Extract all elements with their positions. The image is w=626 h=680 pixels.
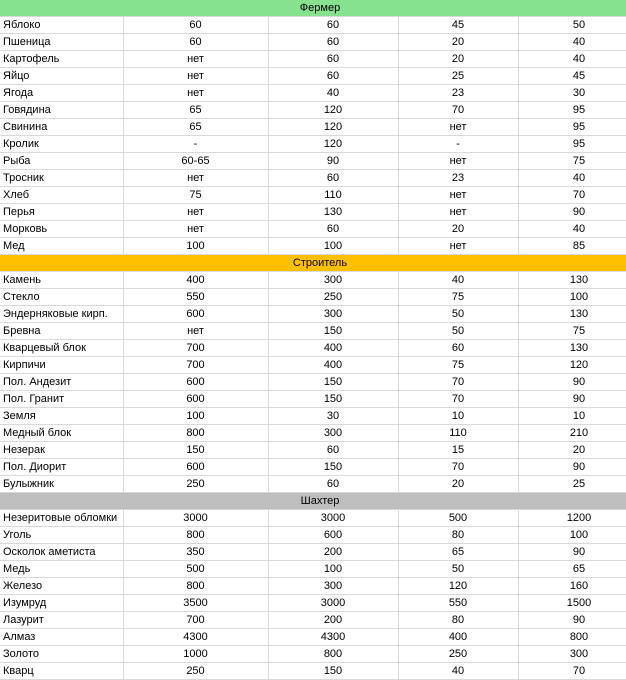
item-name-cell[interactable]: Говядина xyxy=(0,102,123,119)
value-cell[interactable]: 150 xyxy=(123,442,268,459)
table-row xyxy=(0,663,626,680)
value-cell[interactable]: 550 xyxy=(398,595,518,612)
table-row xyxy=(0,119,626,136)
value-cell[interactable]: 130 xyxy=(268,204,398,221)
item-name-cell[interactable]: Кварцевый блок xyxy=(0,340,123,357)
value-cell[interactable]: 95 xyxy=(518,102,626,119)
value-cell[interactable]: 10 xyxy=(518,408,626,425)
value-cell[interactable]: 4300 xyxy=(268,629,398,646)
value-cell[interactable]: 70 xyxy=(518,663,626,680)
value-cell[interactable]: 75 xyxy=(398,357,518,374)
value-cell[interactable]: 20 xyxy=(518,442,626,459)
value-cell[interactable]: 60 xyxy=(268,34,398,51)
value-cell[interactable]: 30 xyxy=(268,408,398,425)
value-cell[interactable]: 15 xyxy=(398,442,518,459)
value-cell[interactable]: 45 xyxy=(518,68,626,85)
value-cell[interactable]: 3000 xyxy=(268,510,398,527)
table-row xyxy=(0,238,626,255)
section-title[interactable]: Шахтер xyxy=(0,493,626,510)
value-cell[interactable]: 110 xyxy=(268,187,398,204)
value-cell[interactable]: 160 xyxy=(518,578,626,595)
value-cell[interactable]: 800 xyxy=(123,578,268,595)
table-row xyxy=(0,272,626,289)
table-row xyxy=(0,510,626,527)
value-cell[interactable]: 60 xyxy=(398,340,518,357)
value-cell[interactable]: 95 xyxy=(518,136,626,153)
value-cell[interactable]: нет xyxy=(123,68,268,85)
value-cell[interactable]: 500 xyxy=(398,510,518,527)
value-cell[interactable]: 130 xyxy=(518,272,626,289)
table-row xyxy=(0,374,626,391)
value-cell[interactable]: 50 xyxy=(518,17,626,34)
item-name-cell[interactable]: Тросник xyxy=(0,170,123,187)
value-cell[interactable]: 400 xyxy=(398,629,518,646)
value-cell[interactable]: 40 xyxy=(518,170,626,187)
value-cell[interactable]: 50 xyxy=(398,561,518,578)
item-name-cell[interactable]: Яйцо xyxy=(0,68,123,85)
value-cell[interactable]: нет xyxy=(398,204,518,221)
value-cell[interactable]: 800 xyxy=(518,629,626,646)
value-cell[interactable]: 90 xyxy=(518,612,626,629)
value-cell[interactable]: 100 xyxy=(518,289,626,306)
table-row xyxy=(0,391,626,408)
item-name-cell[interactable]: Кролик xyxy=(0,136,123,153)
item-name-cell[interactable]: Лазурит xyxy=(0,612,123,629)
item-name-cell[interactable]: Изумруд xyxy=(0,595,123,612)
table-row xyxy=(0,170,626,187)
item-name-cell[interactable]: Пол. Андезит xyxy=(0,374,123,391)
value-cell[interactable]: 75 xyxy=(123,187,268,204)
value-cell[interactable]: 550 xyxy=(123,289,268,306)
value-cell[interactable]: 60-65 xyxy=(123,153,268,170)
table-row xyxy=(0,340,626,357)
value-cell[interactable]: 150 xyxy=(268,323,398,340)
value-cell[interactable]: 25 xyxy=(518,476,626,493)
table-row xyxy=(0,408,626,425)
item-name-cell[interactable]: Золото xyxy=(0,646,123,663)
item-name-cell[interactable]: Морковь xyxy=(0,221,123,238)
value-cell[interactable]: - xyxy=(398,136,518,153)
value-cell[interactable]: 3000 xyxy=(123,510,268,527)
value-cell[interactable]: 250 xyxy=(123,663,268,680)
value-cell[interactable]: 60 xyxy=(268,170,398,187)
value-cell[interactable]: 60 xyxy=(268,17,398,34)
item-name-cell[interactable]: Пшеница xyxy=(0,34,123,51)
value-cell[interactable]: нет xyxy=(123,204,268,221)
table-row xyxy=(0,646,626,663)
table-row xyxy=(0,17,626,34)
value-cell[interactable]: 100 xyxy=(123,408,268,425)
table-row xyxy=(0,442,626,459)
value-cell[interactable]: 60 xyxy=(268,51,398,68)
value-cell[interactable]: 300 xyxy=(268,306,398,323)
value-cell[interactable]: 400 xyxy=(268,340,398,357)
value-cell[interactable]: 250 xyxy=(398,646,518,663)
item-name-cell[interactable]: Уголь xyxy=(0,527,123,544)
table-row xyxy=(0,544,626,561)
value-cell[interactable]: 20 xyxy=(398,34,518,51)
table-row xyxy=(0,323,626,340)
value-cell[interactable]: 60 xyxy=(268,68,398,85)
value-cell[interactable]: 90 xyxy=(268,153,398,170)
table-row xyxy=(0,153,626,170)
item-name-cell[interactable]: Пол. Диорит xyxy=(0,459,123,476)
value-cell[interactable]: 80 xyxy=(398,527,518,544)
value-cell[interactable]: 65 xyxy=(518,561,626,578)
item-name-cell[interactable]: Хлеб xyxy=(0,187,123,204)
value-cell[interactable]: 120 xyxy=(268,136,398,153)
value-cell[interactable]: 40 xyxy=(518,51,626,68)
value-cell[interactable]: 300 xyxy=(268,272,398,289)
item-name-cell[interactable]: Кирпичи xyxy=(0,357,123,374)
value-cell[interactable]: 45 xyxy=(398,17,518,34)
value-cell[interactable]: 65 xyxy=(123,102,268,119)
value-cell[interactable]: 60 xyxy=(123,34,268,51)
table-row xyxy=(0,34,626,51)
item-name-cell[interactable]: Стекло xyxy=(0,289,123,306)
item-name-cell[interactable]: Осколок аметиста xyxy=(0,544,123,561)
value-cell[interactable]: 10 xyxy=(398,408,518,425)
value-cell[interactable]: 150 xyxy=(268,374,398,391)
item-name-cell[interactable]: Ягода xyxy=(0,85,123,102)
item-name-cell[interactable]: Рыба xyxy=(0,153,123,170)
item-name-cell[interactable]: Железо xyxy=(0,578,123,595)
value-cell[interactable]: нет xyxy=(398,187,518,204)
value-cell[interactable]: 75 xyxy=(518,323,626,340)
item-name-cell[interactable]: Перья xyxy=(0,204,123,221)
table-row xyxy=(0,578,626,595)
value-cell[interactable]: нет xyxy=(123,170,268,187)
value-cell[interactable]: 90 xyxy=(518,374,626,391)
item-name-cell[interactable]: Алмаз xyxy=(0,629,123,646)
value-cell[interactable]: - xyxy=(123,136,268,153)
value-cell[interactable]: 40 xyxy=(398,272,518,289)
value-cell[interactable]: 20 xyxy=(398,221,518,238)
value-cell[interactable]: 1500 xyxy=(518,595,626,612)
value-cell[interactable]: 65 xyxy=(398,544,518,561)
section-header xyxy=(0,255,626,272)
value-cell[interactable]: 800 xyxy=(268,646,398,663)
value-cell[interactable]: 600 xyxy=(123,459,268,476)
value-cell[interactable]: 20 xyxy=(398,51,518,68)
table-row xyxy=(0,527,626,544)
value-cell[interactable]: 300 xyxy=(268,425,398,442)
value-cell[interactable]: нет xyxy=(398,238,518,255)
table-row xyxy=(0,629,626,646)
section-title[interactable]: Фермер xyxy=(0,0,626,17)
table-row xyxy=(0,595,626,612)
value-cell[interactable]: 600 xyxy=(123,391,268,408)
table-row xyxy=(0,476,626,493)
value-cell[interactable]: 60 xyxy=(268,221,398,238)
value-cell[interactable]: 95 xyxy=(518,119,626,136)
value-cell[interactable]: 90 xyxy=(518,459,626,476)
value-cell[interactable]: нет xyxy=(123,85,268,102)
value-cell[interactable]: 150 xyxy=(268,391,398,408)
value-cell[interactable]: 40 xyxy=(398,663,518,680)
value-cell[interactable]: 150 xyxy=(268,663,398,680)
item-name-cell[interactable]: Свинина xyxy=(0,119,123,136)
table-row xyxy=(0,136,626,153)
value-cell[interactable]: 30 xyxy=(518,85,626,102)
item-name-cell[interactable]: Картофель xyxy=(0,51,123,68)
value-cell[interactable]: нет xyxy=(398,153,518,170)
value-cell[interactable]: 70 xyxy=(398,391,518,408)
value-cell[interactable]: 50 xyxy=(398,306,518,323)
item-name-cell[interactable]: Медный блок xyxy=(0,425,123,442)
value-cell[interactable]: 120 xyxy=(268,102,398,119)
table-row xyxy=(0,68,626,85)
table-row xyxy=(0,102,626,119)
item-name-cell[interactable]: Камень xyxy=(0,272,123,289)
value-cell[interactable]: 700 xyxy=(123,612,268,629)
table-row xyxy=(0,289,626,306)
value-cell[interactable]: 300 xyxy=(518,646,626,663)
value-cell[interactable]: 600 xyxy=(123,306,268,323)
value-cell[interactable]: 50 xyxy=(398,323,518,340)
value-cell[interactable]: 40 xyxy=(518,34,626,51)
value-cell[interactable]: 60 xyxy=(123,17,268,34)
value-cell[interactable]: 1200 xyxy=(518,510,626,527)
value-cell[interactable]: 1000 xyxy=(123,646,268,663)
value-cell[interactable]: 25 xyxy=(398,68,518,85)
table-row xyxy=(0,204,626,221)
table-row xyxy=(0,357,626,374)
value-cell[interactable]: 20 xyxy=(398,476,518,493)
value-cell[interactable]: 90 xyxy=(518,544,626,561)
value-cell[interactable]: 90 xyxy=(518,204,626,221)
value-cell[interactable]: нет xyxy=(123,51,268,68)
value-cell[interactable]: 120 xyxy=(518,357,626,374)
value-cell[interactable]: 100 xyxy=(268,561,398,578)
value-cell[interactable]: 250 xyxy=(268,289,398,306)
section-header xyxy=(0,0,626,17)
item-name-cell[interactable]: Кварц xyxy=(0,663,123,680)
value-cell[interactable]: 3500 xyxy=(123,595,268,612)
value-cell[interactable]: нет xyxy=(398,119,518,136)
value-cell[interactable]: 700 xyxy=(123,357,268,374)
value-cell[interactable]: 600 xyxy=(268,527,398,544)
table-row xyxy=(0,51,626,68)
table-row xyxy=(0,425,626,442)
value-cell[interactable]: 120 xyxy=(398,578,518,595)
value-cell[interactable]: 200 xyxy=(268,544,398,561)
table-row xyxy=(0,221,626,238)
value-cell[interactable]: 400 xyxy=(123,272,268,289)
value-cell[interactable]: нет xyxy=(123,221,268,238)
section-header xyxy=(0,493,626,510)
value-cell[interactable]: 75 xyxy=(398,289,518,306)
value-cell[interactable]: 40 xyxy=(518,221,626,238)
item-name-cell[interactable]: Булыжник xyxy=(0,476,123,493)
value-cell[interactable]: 85 xyxy=(518,238,626,255)
value-cell[interactable]: 120 xyxy=(268,119,398,136)
item-name-cell[interactable]: Яблоко xyxy=(0,17,123,34)
value-cell[interactable]: 3000 xyxy=(268,595,398,612)
value-cell[interactable]: 110 xyxy=(398,425,518,442)
item-name-cell[interactable]: Эндерняковые кирп. xyxy=(0,306,123,323)
value-cell[interactable]: 70 xyxy=(398,374,518,391)
table-row xyxy=(0,306,626,323)
value-cell[interactable]: 300 xyxy=(268,578,398,595)
value-cell[interactable]: 500 xyxy=(123,561,268,578)
value-cell[interactable]: 70 xyxy=(518,187,626,204)
value-cell[interactable]: 100 xyxy=(518,527,626,544)
value-cell[interactable]: 130 xyxy=(518,340,626,357)
value-cell[interactable]: 800 xyxy=(123,527,268,544)
item-name-cell[interactable]: Медь xyxy=(0,561,123,578)
value-cell[interactable]: 210 xyxy=(518,425,626,442)
table-row xyxy=(0,459,626,476)
value-cell[interactable]: 100 xyxy=(123,238,268,255)
value-cell[interactable]: 75 xyxy=(518,153,626,170)
value-cell[interactable]: 800 xyxy=(123,425,268,442)
value-cell[interactable]: 150 xyxy=(268,459,398,476)
value-cell[interactable]: 4300 xyxy=(123,629,268,646)
value-cell[interactable]: 65 xyxy=(123,119,268,136)
value-cell[interactable]: 80 xyxy=(398,612,518,629)
item-name-cell[interactable]: Пол. Гранит xyxy=(0,391,123,408)
value-cell[interactable]: 60 xyxy=(268,442,398,459)
item-name-cell[interactable]: Незеритовые обломки xyxy=(0,510,123,527)
item-name-cell[interactable]: Незерак xyxy=(0,442,123,459)
item-name-cell[interactable]: Земля xyxy=(0,408,123,425)
item-name-cell[interactable]: Мед xyxy=(0,238,123,255)
value-cell[interactable]: 70 xyxy=(398,102,518,119)
value-cell[interactable]: нет xyxy=(123,323,268,340)
section-title[interactable]: Строитель xyxy=(0,255,626,272)
value-cell[interactable]: 130 xyxy=(518,306,626,323)
value-cell[interactable]: 600 xyxy=(123,374,268,391)
value-cell[interactable]: 400 xyxy=(268,357,398,374)
value-cell[interactable]: 23 xyxy=(398,170,518,187)
item-name-cell[interactable]: Бревна xyxy=(0,323,123,340)
value-cell[interactable]: 700 xyxy=(123,340,268,357)
value-cell[interactable]: 250 xyxy=(123,476,268,493)
value-cell[interactable]: 40 xyxy=(268,85,398,102)
value-cell[interactable]: 100 xyxy=(268,238,398,255)
table-row xyxy=(0,85,626,102)
value-cell[interactable]: 23 xyxy=(398,85,518,102)
value-cell[interactable]: 350 xyxy=(123,544,268,561)
value-cell[interactable]: 60 xyxy=(268,476,398,493)
table-row xyxy=(0,612,626,629)
value-cell[interactable]: 70 xyxy=(398,459,518,476)
table-row xyxy=(0,187,626,204)
table-row xyxy=(0,561,626,578)
value-cell[interactable]: 90 xyxy=(518,391,626,408)
value-cell[interactable]: 200 xyxy=(268,612,398,629)
